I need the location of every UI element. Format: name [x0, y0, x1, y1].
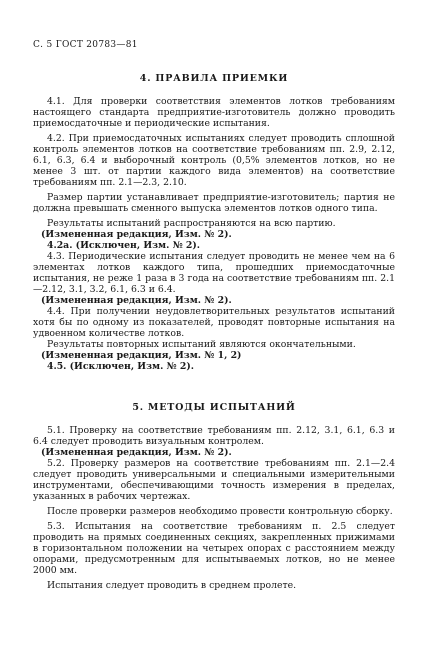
- amendment-note: (Измененная редакция, Изм. № 2).: [41, 295, 232, 306]
- paragraph-5-3: 5.3. Испытания на соответствие требованиям п. 2.5 следует проводить на прямых соединенных секциях, закрепленных прижимами в горизонтальном положении на четырех опорах с расстоянием между опорами, предусмотренным для испытываемых лотков, но не менее 2000 мм.: [33, 521, 395, 576]
- paragraph-middle-span: Испытания следует проводить в среднем пролете.: [47, 580, 297, 591]
- paragraph-4-2a: 4.2а. (Исключен, Изм. № 2).: [47, 240, 201, 251]
- paragraph-lot-size: Размер партии устанавливает предприятие-изготовитель; партия не должна превышать сменного выпуска элементов лотков одного типа.: [33, 192, 395, 214]
- paragraph-assembly: После проверки размеров необходимо провести контрольную сборку.: [47, 506, 393, 517]
- paragraph-4-3: 4.3. Периодические испытания следует проводить не менее чем на 6 элементах лотков каждого типа, прошедших приемосдаточные испытания, не реже 1 раза в 3 года на соответствие требованиям пп. 2.1—2.12, 3.1, 3.2, 6.1, 6.3 и 6.4.: [33, 251, 395, 295]
- paragraph-5-2: 5.2. Проверку размеров на соответствие требованиям пп. 2.1—2.4 следует проводить универсальными и специальными измерительными инструментами, обеспечивающими точность измерения в пределах, указанных в рабочих чертежах.: [33, 458, 395, 502]
- paragraph-5-1: 5.1. Проверку на соответствие требованиям пп. 2.12, 3.1, 6.1, 6.3 и 6.4 следует проводить визуальным контролем.: [33, 425, 395, 447]
- page-content: [33, 40, 395, 591]
- paragraph-4-5: 4.5. (Исключен, Изм. № 2).: [47, 361, 195, 372]
- amendment-note: (Измененная редакция, Изм. № 1, 2): [41, 350, 242, 361]
- amendment-note: (Измененная редакция, Изм. № 2).: [41, 229, 232, 240]
- paragraph-repeat-results: Результаты повторных испытаний являются окончательными.: [47, 339, 356, 350]
- amendment-note: (Измененная редакция, Изм. № 2).: [41, 447, 232, 458]
- paragraph-results: Результаты испытаний распространяются на всю партию.: [47, 218, 336, 229]
- section-5-title: 5. МЕТОДЫ ИСПЫТАНИЙ: [132, 402, 296, 413]
- paragraph-4-2: 4.2. При приемосдаточных испытаниях следует проводить сплошной контроль элементов лотков на соответствие требованиям пп. 2.9, 2.12, 6.1, 6.3, 6.4 и выборочный контроль (0,5% элементов лотков, но не менее 3 шт. от партии каждого вида элементов) на соответствие требованиям пп. 2.1—2.3, 2.10.: [33, 133, 395, 188]
- paragraph-4-1: 4.1. Для проверки соответствия элементов лотков требованиям настоящего стандарта предприятие-изготовитель должно проводить приемосдаточные и периодические испытания.: [33, 96, 395, 129]
- section-4-title: 4. ПРАВИЛА ПРИЕМКИ: [139, 73, 289, 84]
- running-header: С. 5 ГОСТ 20783—81: [33, 40, 138, 50]
- paragraph-4-4: 4.4. При получении неудовлетворительных результатов испытаний хотя бы по одному из показателей, проводят повторные испытания на удвоенном количестве лотков.: [33, 306, 395, 339]
